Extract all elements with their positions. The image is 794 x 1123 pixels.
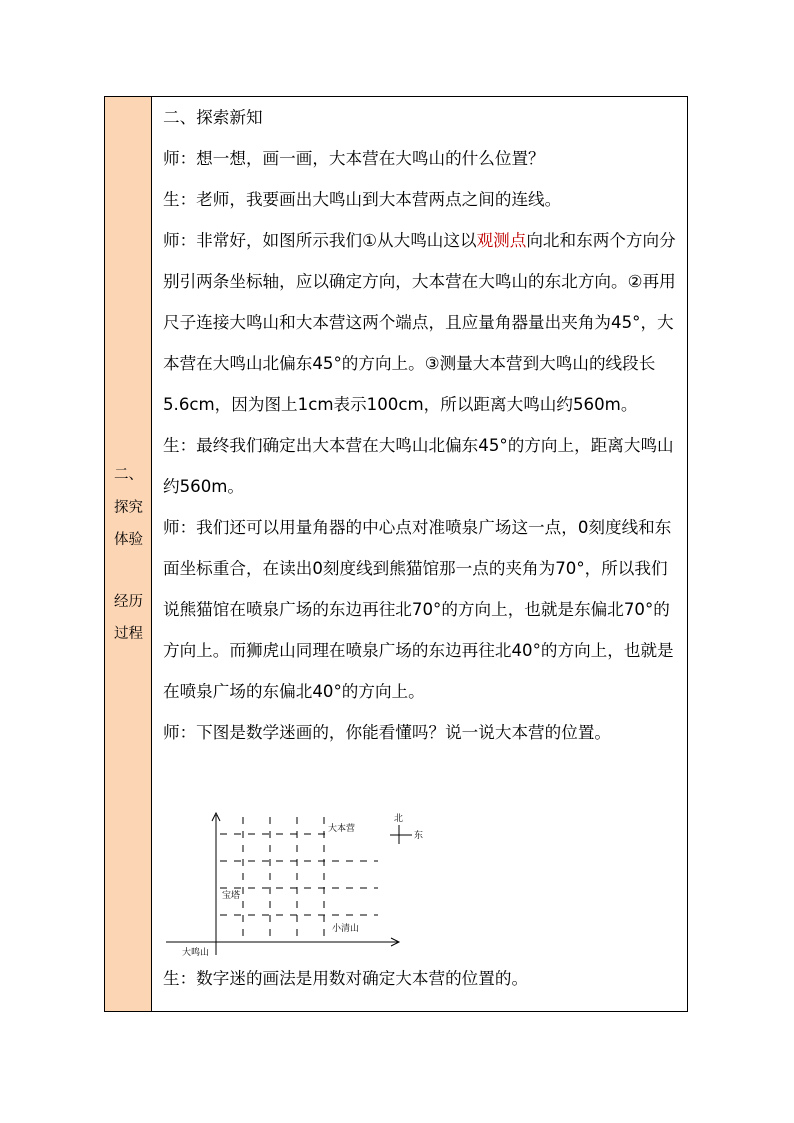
pagoda-label: 宝塔 [222, 891, 241, 901]
section-heading: 二、探索新知 [163, 108, 263, 127]
stage-label-line: 过程 [114, 626, 143, 642]
content-cell [152, 97, 687, 1011]
dashed-grid-rows [220, 834, 378, 915]
stage-label-cell [105, 97, 152, 1011]
lesson-table [104, 96, 688, 1012]
xiaoqing-mountain-label: 小清山 [332, 924, 360, 934]
base-camp-label: 大本营 [328, 824, 356, 834]
text-run: 师：非常好，如图所示我们①从大鸣山这以 [163, 231, 477, 250]
grid-map-drawing [166, 807, 466, 967]
dashed-grid-columns [243, 817, 324, 939]
text-run: 向北和东两个方向分别引两条坐标轴，应以确定方向，大本营在大鸣山的东北方向。②再用尺子连接大鸣山和大本营这两个端点，且应量角器量出夹角为45°，大本营在大鸣山北偏东45°的方向上。③测量大本营到大鸣山的线段长5.6cm，因为图上1cm表示100cm，所以距离大鸣山约560m。 [163, 231, 676, 414]
stage-label-line: 经历 [114, 594, 143, 610]
compass-icon [390, 825, 412, 844]
stage-label-line: 探究 [114, 500, 143, 516]
daming-mountain-label: 大鸣山 [182, 948, 210, 958]
north-label: 北 [394, 814, 404, 824]
grid-map-figure [166, 807, 466, 967]
highlighted-term: 观测点 [476, 231, 527, 250]
dialogue-paragraph: 生：数字迷的画法是用数对确定大本营的位置的。 [163, 969, 529, 988]
dialogue-paragraph: 师：我们还可以用量角器的中心点对准喷泉广场这一点，0刻度线和东面坐标重合，在读出0刻度线到熊猫馆那一点的夹角为70°，所以我们说熊猫馆在喷泉广场的东边再往北70°的方向上，也就是东偏北70°的方向上。而狮虎山同理在喷泉广场的东边再往北40°的方向上，也就是在喷泉广场的东偏北40°的方向上。 [163, 518, 674, 701]
dialogue-paragraph: 师：想一想，画一画，大本营在大鸣山的什么位置？ [163, 149, 545, 168]
stage-label-line: 体验 [114, 532, 143, 548]
stage-label-line: 二、 [114, 467, 143, 483]
east-label: 东 [414, 831, 424, 841]
dialogue-paragraph: 师：下图是数学迷画的，你能看懂吗？说一说大本营的位置。 [163, 723, 612, 742]
dialogue-paragraph: 生：最终我们确定出大本营在大鸣山北偏东45°的方向上，距离大鸣山约560m。 [163, 436, 674, 496]
dialogue-paragraph: 生：老师，我要画出大鸣山到大本营两点之间的连线。 [163, 190, 562, 209]
dialogue-paragraph [163, 220, 683, 425]
